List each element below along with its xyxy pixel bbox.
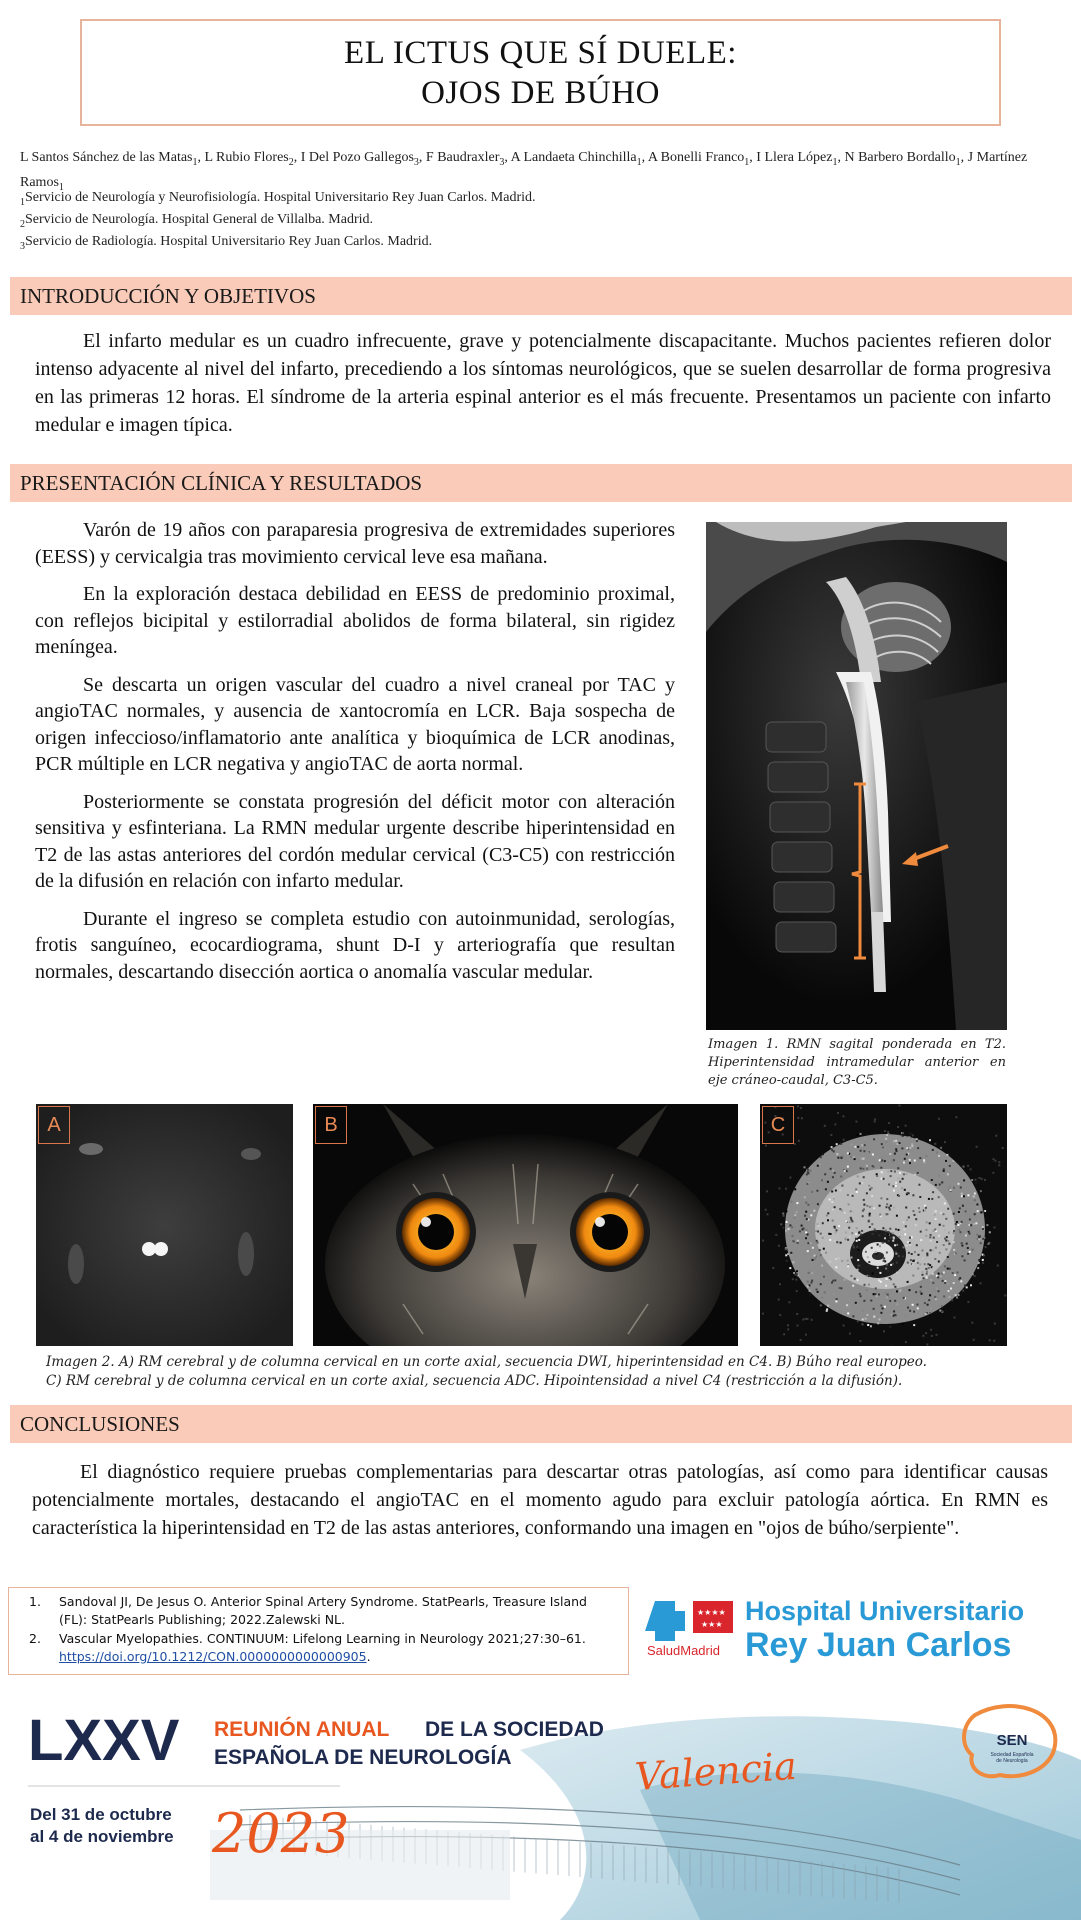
- author-name: F Baudraxler$_3$: [425, 150, 505, 168]
- svg-text:★★★★: ★★★★: [697, 1608, 726, 1617]
- panel-a-dwi-image: [36, 1104, 293, 1346]
- svg-text:★★★: ★★★: [701, 1620, 723, 1629]
- svg-text:REUNIÓN ANUAL: REUNIÓN ANUAL: [214, 1718, 390, 1741]
- hospital-name-line-2: Rey Juan Carlos: [745, 1626, 1012, 1664]
- affiliation-2: $_2$Servicio de Neurología. Hospital General de Villalba. Madrid.: [20, 212, 374, 230]
- author-name: J Martínez Ramos$_1$: [20, 150, 1028, 193]
- clinical-paragraph: Se descarta un origen vascular del cuadro a nivel craneal por TAC y angioTAC normales, y ausencia de xantocromía en LCR. Baja sospecha de origen infeccioso/inflamatorio ante analítica y bioquímica de LCR anodinas, PCR múltiple en LCR negativa y angioTAC de aorta normal.: [35, 673, 675, 775]
- svg-text:Sociedad Española: Sociedad Española: [990, 1752, 1034, 1758]
- reference-item: 1. Sandoval JI, De Jesus O. Anterior Spinal Artery Syndrome. StatPearls, Treasure Island (FL): StatPearls Publishing; 2022.Zalewski NL.: [29, 1594, 587, 1627]
- doi-link[interactable]: https://doi.org/10.1212/CON.0000000000000905: [59, 1649, 367, 1664]
- poster-title: [80, 19, 1001, 126]
- svg-text:SEN: SEN: [996, 1732, 1028, 1749]
- author-list: L Santos Sánchez de las Matas$_1$, L Rubio Flores$_2$, I Del Pozo Gallegos$_3$, F Baudraxler$_3$, A Landaeta Chinchilla$_1$, A Bonelli Franco$_1$, I Llera López$_1$, N Barbero Bordallo$_1$, J Martínez Ramos$_1$: [20, 150, 1028, 193]
- clinical-paragraph: En la exploración destaca debilidad en EESS de predominio proximal, con reflejos bicipital y estilorradial abolidos de forma bilateral, sin rigidez meníngea.: [35, 583, 675, 658]
- svg-text:de Neurología: de Neurología: [996, 1758, 1028, 1764]
- conference-banner: [0, 1690, 1081, 1920]
- hospital-name-line-1: Hospital Universitario: [745, 1596, 1025, 1626]
- author-name: L Santos Sánchez de las Matas$_1$: [20, 150, 198, 168]
- affiliation-3: $_3$Servicio de Radiología. Hospital Universitario Rey Juan Carlos. Madrid.: [20, 234, 433, 252]
- references-list: [8, 1587, 629, 1675]
- svg-text:2023: 2023: [212, 1802, 350, 1865]
- panel-label-b: B: [315, 1106, 347, 1144]
- panel-b-owl-image: [313, 1104, 738, 1346]
- panel-label-a: A: [38, 1106, 70, 1144]
- panel-c-adc-image: [760, 1104, 1007, 1346]
- section-header-conclusions: CONCLUSIONES: [10, 1405, 1072, 1443]
- image-1-caption: Imagen 1. RMN sagital ponderada en T2. Hiperintensidad intramedular anterior en eje cráneo-caudal, C3-C5.: [708, 1037, 1006, 1088]
- clinical-text: [35, 517, 675, 996]
- conclusions-paragraph: El diagnóstico requiere pruebas complementarias para descartar otras patologías, así como para identificar causas potencialmente mortales, destacando el angioTAC en el momento agudo para excluir patología aórtica. En RMN es característica la hiperintensidad en T2 de las astas anteriores, conformando una imagen en "ojos de búho/serpiente".: [32, 1461, 1048, 1539]
- author-name: N Barbero Bordallo$_1$: [844, 150, 961, 168]
- title-line-2: OJOS DE BÚHO: [421, 74, 660, 111]
- svg-text:DE LA SOCIEDAD: DE LA SOCIEDAD: [425, 1718, 604, 1741]
- author-name: I Llera López$_1$: [756, 150, 838, 168]
- svg-text:Valencia: Valencia: [633, 1743, 799, 1799]
- clinical-paragraph: Durante el ingreso se completa estudio con autoinmunidad, serologías, frotis sanguíneo, ecocardiograma, shunt D-I y arteriografía que resultan normales, descartando disección aortica o anomalía vascular medular.: [35, 907, 675, 983]
- hospital-logo: [645, 1595, 1065, 1665]
- svg-text:ESPAÑOLA DE NEUROLOGÍA: ESPAÑOLA DE NEUROLOGÍA: [214, 1746, 512, 1769]
- banner-numeral: LXXV: [28, 1708, 180, 1773]
- author-name: A Landaeta Chinchilla$_1$: [510, 150, 642, 168]
- author-name: A Bonelli Franco$_1$: [647, 150, 750, 168]
- svg-text:SaludMadrid: SaludMadrid: [647, 1643, 720, 1657]
- mri-sagittal-image: [706, 522, 1007, 1030]
- panel-label-c: C: [762, 1106, 794, 1144]
- salud-madrid-logo-icon: [645, 1595, 737, 1657]
- author-name: I Del Pozo Gallegos$_3$: [300, 150, 419, 168]
- svg-text:Del 31 de octubre: Del 31 de octubre: [30, 1805, 172, 1824]
- author-name: L Rubio Flores$_2$: [204, 150, 294, 168]
- reference-item: 2. Vascular Myelopathies. CONTINUUM: Lifelong Learning in Neurology 2021;27:30–61. https://doi.org/10.1212/CON.0000000000000905.: [29, 1631, 586, 1664]
- clinical-paragraph: Posteriormente se constata progresión del déficit motor con alteración sensitiva y esfinteriana. La RMN medular urgente describe hiperintensidad en T2 de las astas anteriores del cordón medular cervical (C3-C5) con restricción de la difusión en relación con infarto medular.: [35, 790, 675, 892]
- section-header-intro: INTRODUCCIÓN Y OBJETIVOS: [10, 277, 1072, 315]
- affiliation-1: $_1$Servicio de Neurología y Neurofisiología. Hospital Universitario Rey Juan Carlos. Madrid.: [20, 190, 536, 208]
- title-line-1: EL ICTUS QUE SÍ DUELE:: [344, 34, 737, 71]
- section-header-clinical: PRESENTACIÓN CLÍNICA Y RESULTADOS: [10, 464, 1072, 502]
- clinical-paragraph: Varón de 19 años con paraparesia progresiva de extremidades superiores (EESS) y cervicalgia tras movimiento cervical leve esa mañana.: [35, 519, 675, 568]
- intro-paragraph: El infarto medular es un cuadro infrecuente, grave y potencialmente discapacitante. Muchos pacientes refieren dolor intenso adyacente al nivel del infarto, precediendo a los síntomas neurológicos, que se suelen desarrollar de forma progresiva en las primeras 12 horas. El síndrome de la arteria espinal anterior es el más frecuente. Presentamos un paciente con infarto medular e imagen típica.: [35, 330, 1051, 436]
- svg-text:al 4 de noviembre: al 4 de noviembre: [30, 1827, 174, 1846]
- image-2-caption: Imagen 2. A) RM cerebral y de columna cervical en un corte axial, secuencia DWI, hiperintensidad en C4. B) Búho real europeo. C) RM cerebral y de columna cervical en un corte axial, secuencia ADC. Hipointensidad a nivel C4 (restricción a la difusión).: [46, 1354, 927, 1389]
